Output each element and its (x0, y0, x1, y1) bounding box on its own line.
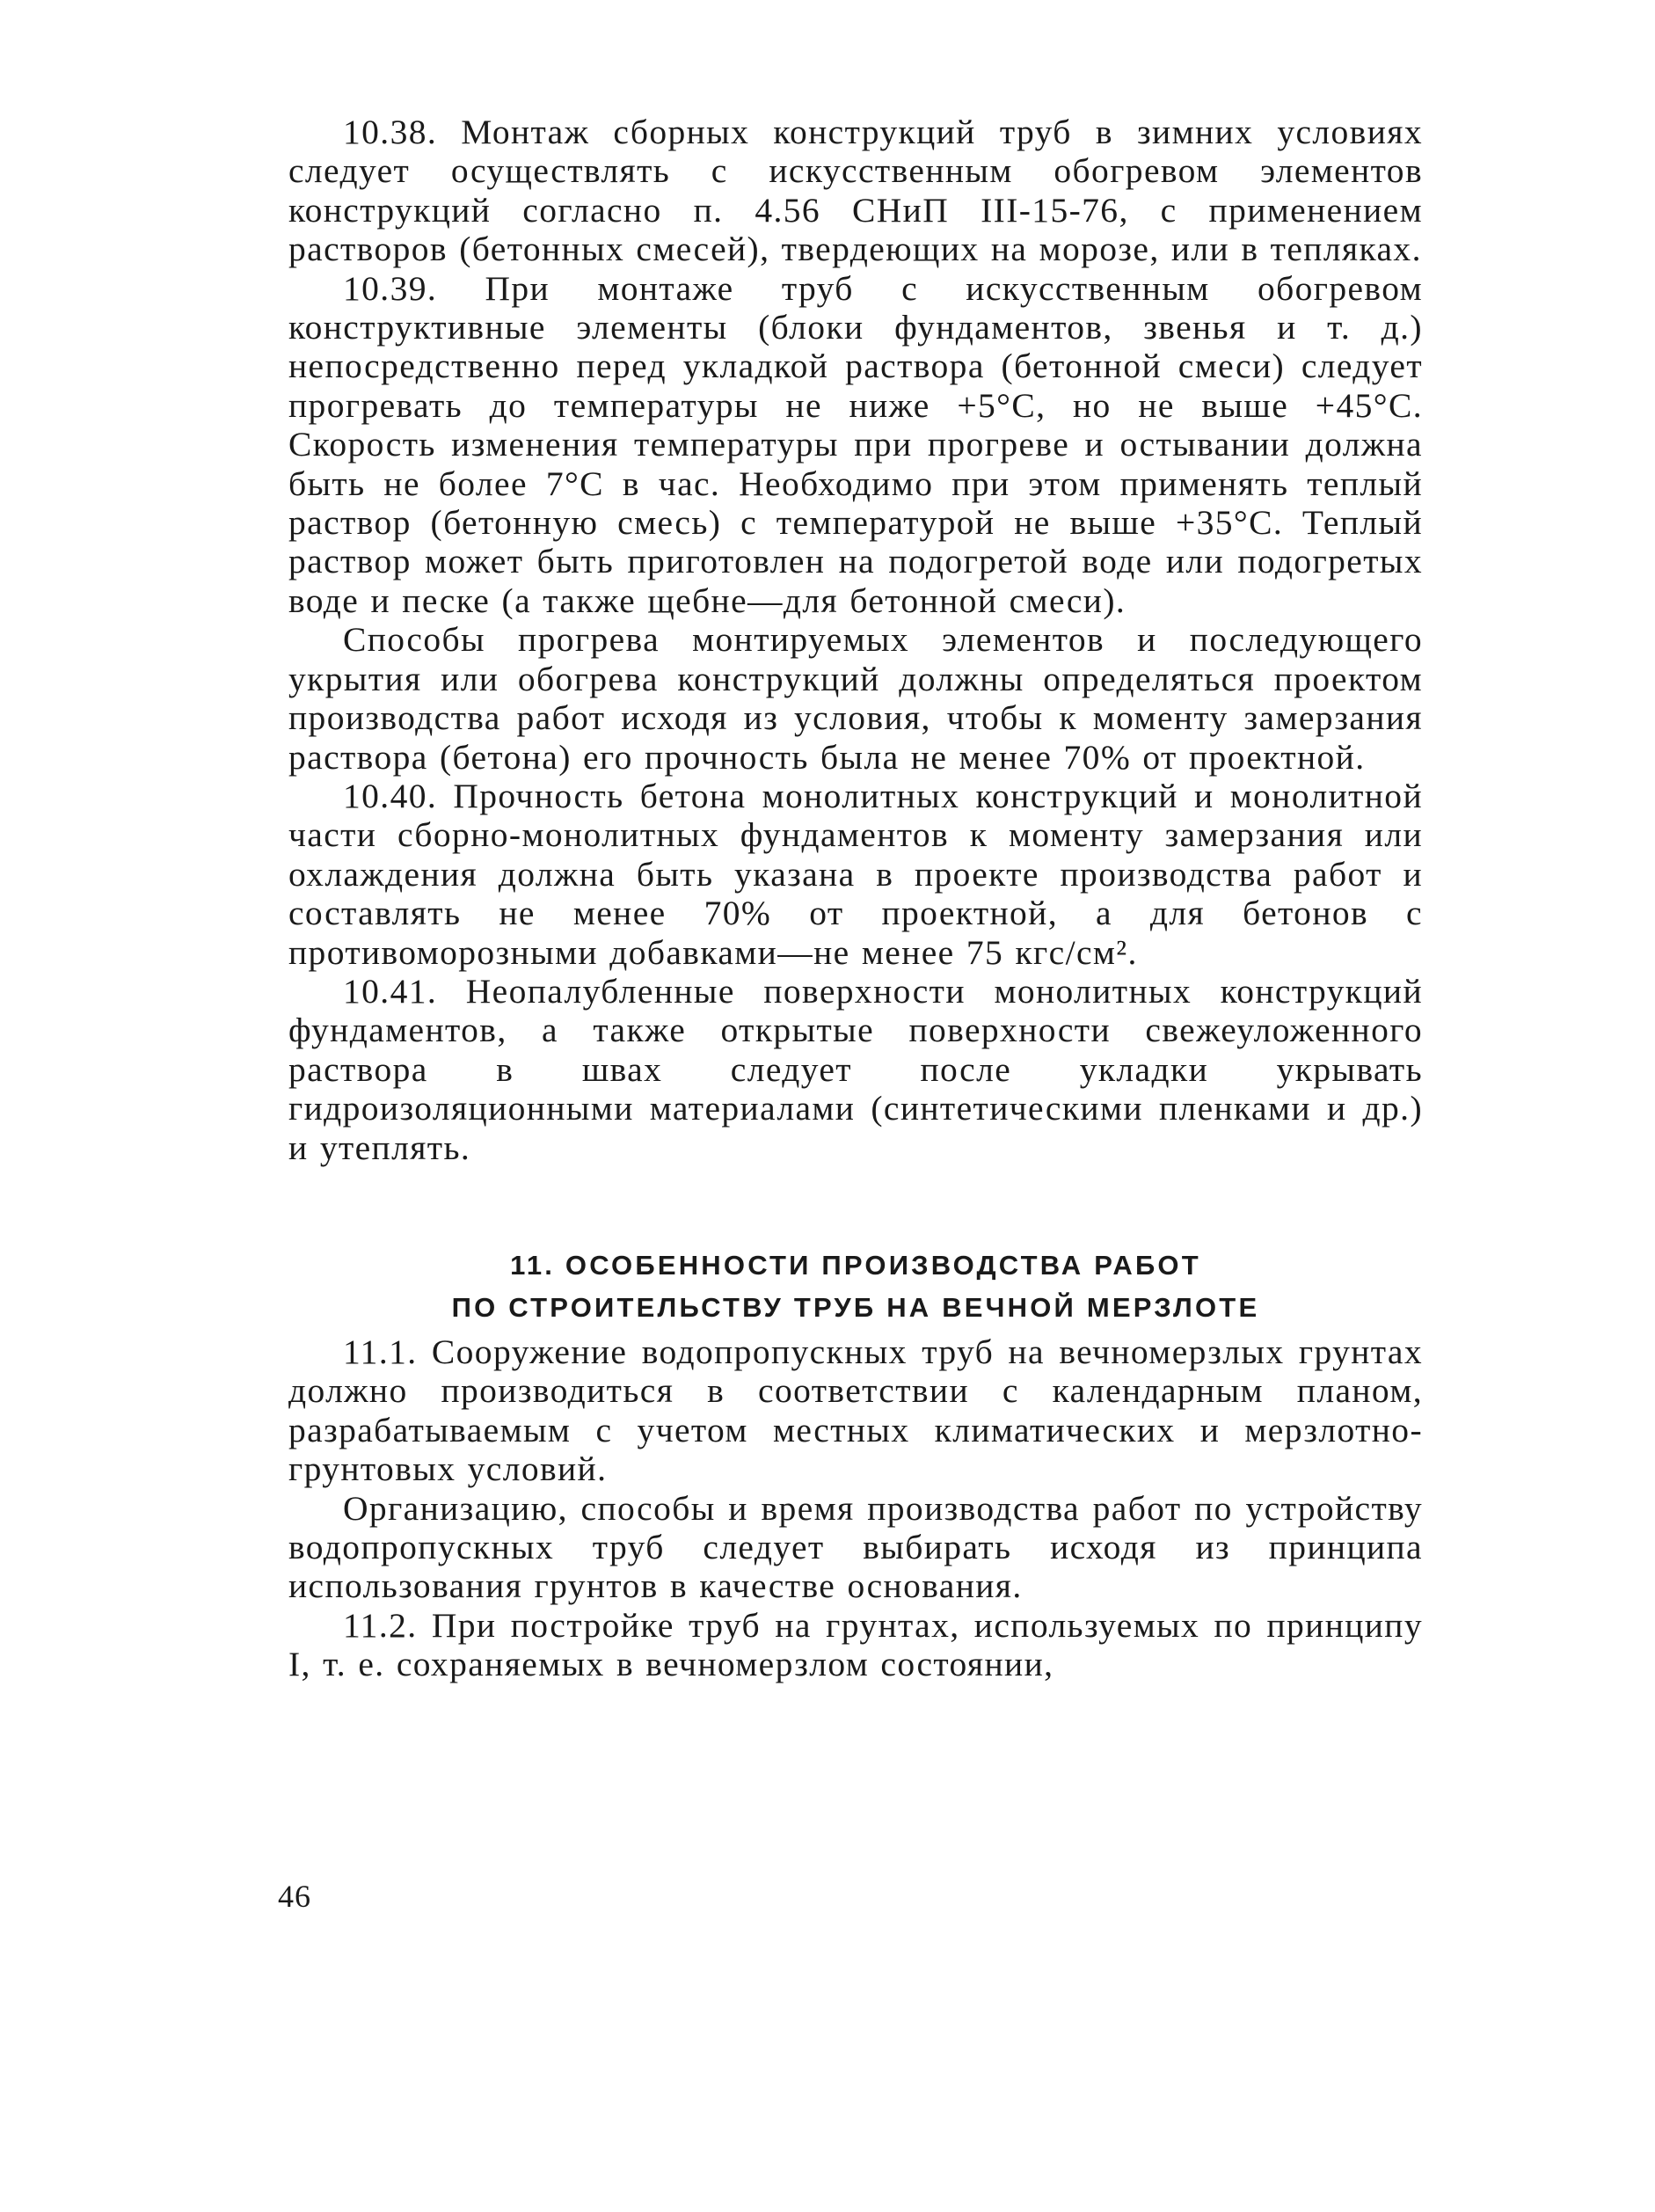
section-heading (288, 1245, 1423, 1329)
paragraph-10-38: 10.38. Монтаж сборных конструкций труб в зимних условиях следует осуществлять с искусственным обогревом элементов конструкций согласно п. 4.56 СНиП III-15-76, с применением растворов (бетонных смесей), твердеющих на морозе, или в тепляках. (288, 113, 1423, 269)
paragraph-11-2: 11.2. При постройке труб на грунтах, используемых по принципу I, т. е. сохраняемых в вечномерзлом состоянии, (288, 1605, 1423, 1684)
paragraph-organization: Организацию, способы и время производства работ по устройству водопропускных труб следует выбирать исходя из принципа использования грунтов в качестве основания. (288, 1488, 1423, 1606)
section-heading-line-1: 11. ОСОБЕННОСТИ ПРОИЗВОДСТВА РАБОТ (510, 1249, 1201, 1281)
section-heading-line-2: ПО СТРОИТЕЛЬСТВУ ТРУБ НА ВЕЧНОЙ МЕРЗЛОТЕ (451, 1291, 1260, 1323)
page-number: 46 (278, 1879, 311, 1914)
paragraph-10-41: 10.41. Неопалубленные поверхности монолитных конструкций фундаментов, а также открытые поверхности свежеуложенного раствора в швах следует после укладки укрывать гидроизоляционными материалами (синтетическими пленками и др.) и утеплять. (288, 971, 1423, 1167)
document-page (288, 113, 1423, 1684)
paragraph-10-40: 10.40. Прочность бетона монолитных конструкций и монолитной части сборно-монолитных фундаментов к моменту замерзания или охлаждения должна быть указана в проекте производства работ и составлять не менее 70% от проектной, а для бетонов с противоморозными добавками—не менее 75 кгс/см². (288, 776, 1423, 972)
paragraph-10-39: 10.39. При монтаже труб с искусственным обогревом конструктивные элементы (блоки фундаментов, звенья и т. д.) непосредственно перед укладкой раствора (бетонной смеси) следует прогревать до температуры не ниже +5°С, но не выше +45°С. Скорость изменения температуры при прогреве и остывании должна быть не более 7°С в час. Необходимо при этом применять теплый раствор (бетонную смесь) с температурой не выше +35°С. Теплый раствор может быть приготовлен на подогретой воде или подогретых воде и песке (а также щебне—для бетонной смеси). (288, 268, 1423, 620)
paragraph-11-1: 11.1. Сооружение водопропускных труб на вечномерзлых грунтах должно производиться в соответствии с календарным планом, разрабатываемым с учетом местных климатических и мерзлотно-грунтовых условий. (288, 1332, 1423, 1489)
paragraph-heating-methods: Способы прогрева монтируемых элементов и последующего укрытия или обогрева конструкций должны определяться проектом производства работ исходя из условия, чтобы к моменту замерзания раствора (бетона) его прочность была не менее 70% от проектной. (288, 620, 1423, 777)
